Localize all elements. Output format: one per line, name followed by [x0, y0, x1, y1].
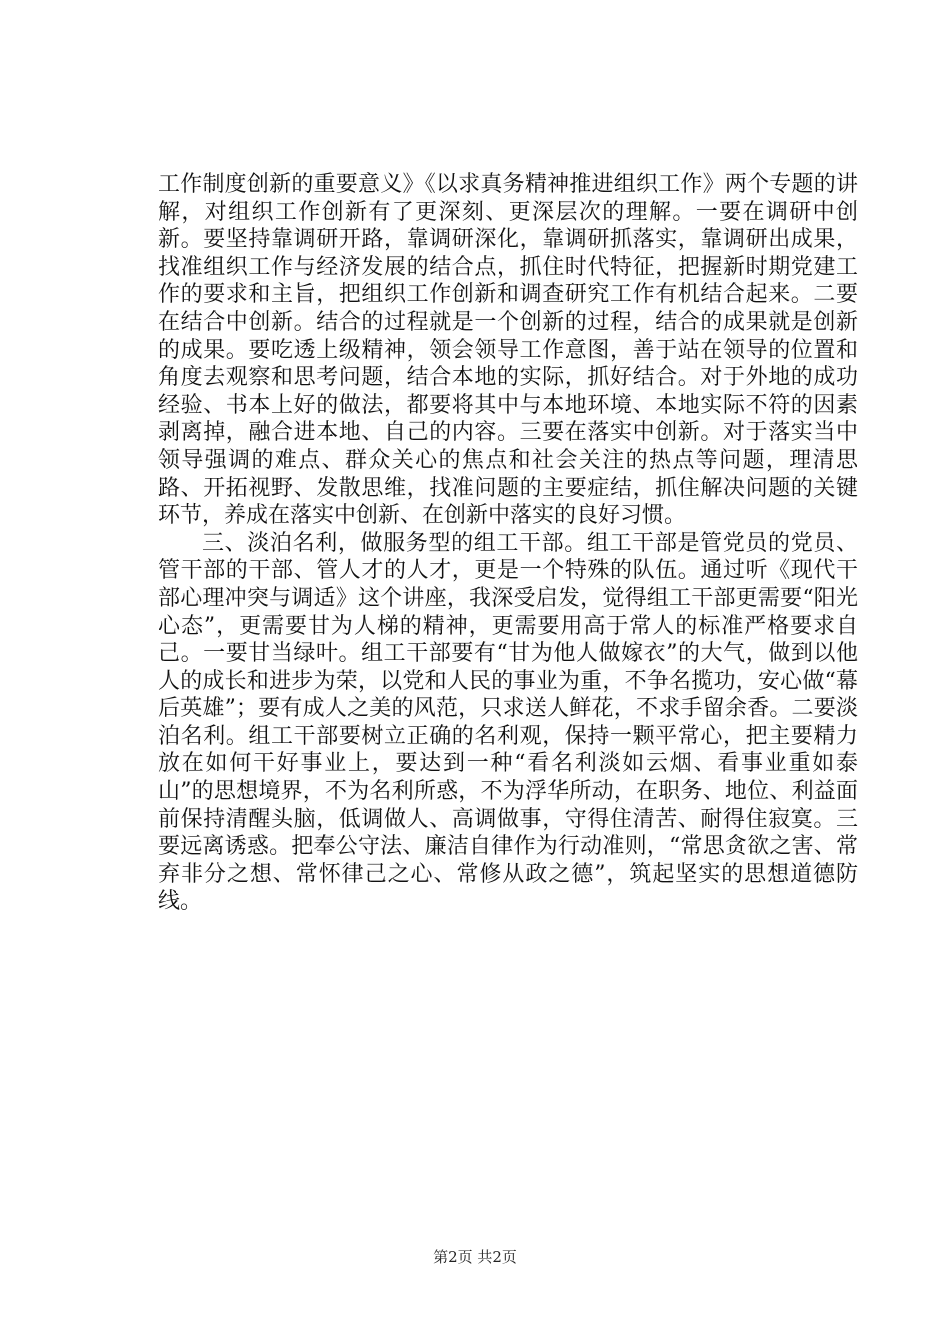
paragraph-section-three: 三、淡泊名利，做服务型的组工干部。组工干部是管党员的党员、管干部的干部、管人才的人才，更是一个特殊的队伍。通过听《现代干部心理冲突与调适》这个讲座，我深受启发，觉得组工干部更需要“阳光心态”，更需要甘为人梯的精神，更需要用高于常人的标准严格要求自己。一要甘当绿叶。组工干部要有“甘为他人做嫁衣”的大气，做到以他人的成长和进步为荣，以党和人民的事业为重，不争名揽功，安心做“幕后英雄”；要有成人之美的风范，只求送人鲜花，不求手留余香。二要淡泊名利。组工干部要树立正确的名利观，保持一颗平常心，把主要精力放在如何干好事业上，要达到一种“看名利淡如云烟、看事业重如泰山”的思想境界，不为名利所惑，不为浮华所动，在职务、地位、利益面前保持清醒头脑，低调做人、高调做事，守得住清苦、耐得住寂寞。三要远离诱惑。把奉公守法、廉洁自律作为行动准则，“常思贪欲之害、常弃非分之想、常怀律己之心、常修从政之德”，筑起坚实的思想道德防线。 — [158, 530, 858, 915]
document-body — [158, 171, 858, 916]
paragraph-continuation: 工作制度创新的重要意义》《以求真务精神推进组织工作》两个专题的讲解，对组织工作创新有了更深刻、更深层次的理解。一要在调研中创新。要坚持靠调研开路，靠调研深化，靠调研抓落实，靠调研出成果，找准组织工作与经济发展的结合点，抓住时代特征，把握新时期党建工作的要求和主旨，把组织工作创新和调查研究工作有机结合起来。二要在结合中创新。结合的过程就是一个创新的过程，结合的成果就是创新的成果。要吃透上级精神，领会领导工作意图，善于站在领导的位置和角度去观察和思考问题，结合本地的实际，抓好结合。对于外地的成功经验、书本上好的做法，都要将其中与本地环境、本地实际不符的因素剥离掉，融合进本地、自己的内容。三要在落实中创新。对于落实当中领导强调的难点、群众关心的焦点和社会关注的热点等问题，理清思路、开拓视野、发散思维，找准问题的主要症结，抓住解决问题的关键环节，养成在落实中创新、在创新中落实的良好习惯。 — [158, 172, 858, 529]
page-number-footer: 第2页 共2页 — [433, 1248, 517, 1266]
